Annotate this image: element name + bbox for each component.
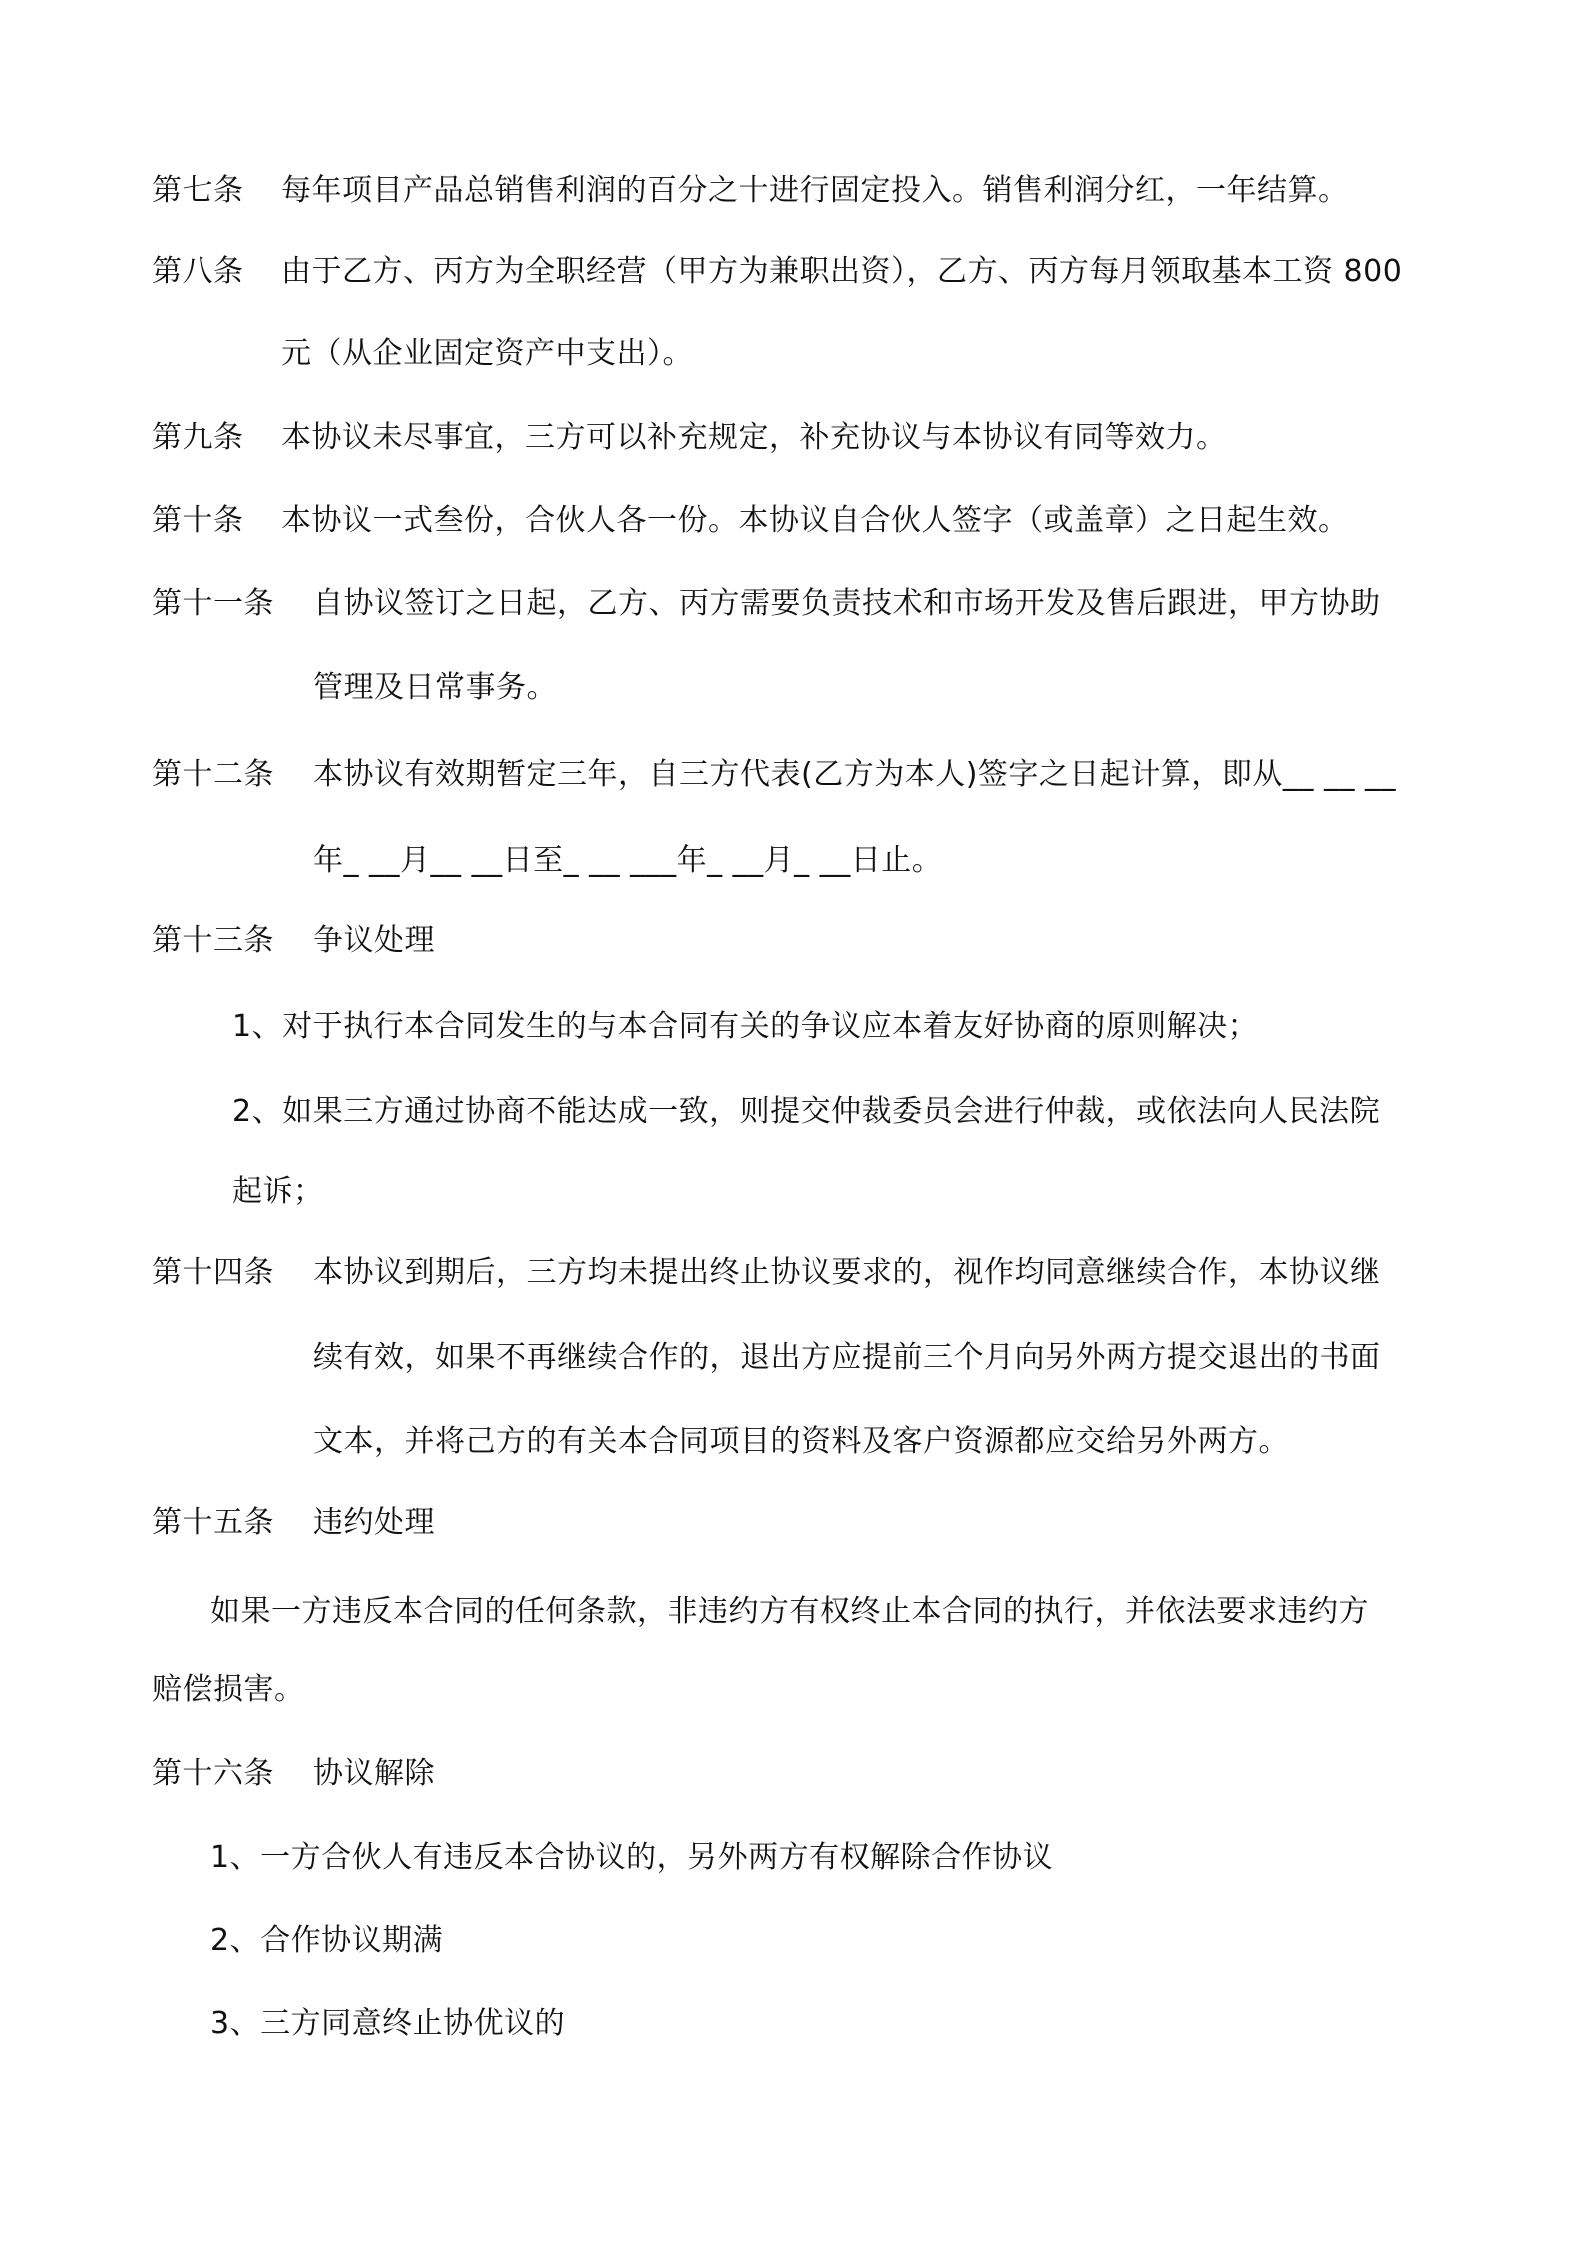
article-text-line: 年_ __月__ __日至_ __ ___年_ __月_ __日止。 xyxy=(313,843,943,878)
article-text-line: 续有效，如果不再继续合作的，退出方应提前三个月向另外两方提交退出的书面 xyxy=(313,1340,1381,1375)
article-label: 第十六条 xyxy=(152,1756,274,1791)
list-item-continuation: 起诉； xyxy=(232,1174,324,1209)
article-label: 第十五条 xyxy=(152,1505,274,1540)
article-text-line: 由于乙方、丙方为全职经营（甲方为兼职出资），乙方、丙方每月领取基本工资 800 xyxy=(281,254,1403,289)
list-item: 1、对于执行本合同发生的与本合同有关的争议应本着友好协商的原则解决； xyxy=(232,1009,1259,1044)
article-text-line: 本协议有效期暂定三年，自三方代表(乙方为本人)签字之日起计算，即从__ __ __ xyxy=(313,757,1396,792)
article-text-line: 本协议到期后，三方均未提出终止协议要求的，视作均同意继续合作，本协议继 xyxy=(313,1255,1381,1290)
article-label: 第十二条 xyxy=(152,757,274,792)
article-label: 第十三条 xyxy=(152,923,274,958)
list-item: 3、三方同意终止协优议的 xyxy=(210,2006,566,2041)
article-label: 第九条 xyxy=(152,420,244,455)
article-text-line: 管理及日常事务。 xyxy=(313,670,557,705)
article-text-line: 自协议签订之日起，乙方、丙方需要负责技术和市场开发及售后跟进，甲方协助 xyxy=(313,586,1381,621)
article-text-line: 每年项目产品总销售利润的百分之十进行固定投入。销售利润分红，一年结算。 xyxy=(281,173,1349,208)
article-label: 第十一条 xyxy=(152,586,274,621)
article-title: 协议解除 xyxy=(313,1756,435,1791)
paragraph-line: 赔偿损害。 xyxy=(152,1672,305,1707)
article-label: 第十四条 xyxy=(152,1255,274,1290)
list-item: 1、一方合伙人有违反本合协议的，另外两方有权解除合作协议 xyxy=(210,1840,1054,1875)
article-text-line: 元（从企业固定资产中支出）。 xyxy=(281,336,693,371)
list-item: 2、如果三方通过协商不能达成一致，则提交仲裁委员会进行仲裁，或依法向人民法院 xyxy=(232,1094,1381,1129)
article-label: 第十条 xyxy=(152,503,244,538)
paragraph-line: 如果一方违反本合同的任何条款，非违约方有权终止本合同的执行，并依法要求违约方 xyxy=(210,1594,1369,1629)
article-text-line: 本协议未尽事宜，三方可以补充规定，补充协议与本协议有同等效力。 xyxy=(281,420,1227,455)
article-title: 违约处理 xyxy=(313,1505,435,1540)
list-item: 2、合作协议期满 xyxy=(210,1923,444,1958)
article-label: 第八条 xyxy=(152,254,244,289)
article-text-line: 文本，并将己方的有关本合同项目的资料及客户资源都应交给另外两方。 xyxy=(313,1424,1289,1459)
article-text-line: 本协议一式叁份，合伙人各一份。本协议自合伙人签字（或盖章）之日起生效。 xyxy=(281,503,1349,538)
article-title: 争议处理 xyxy=(313,923,435,958)
article-label: 第七条 xyxy=(152,173,244,208)
